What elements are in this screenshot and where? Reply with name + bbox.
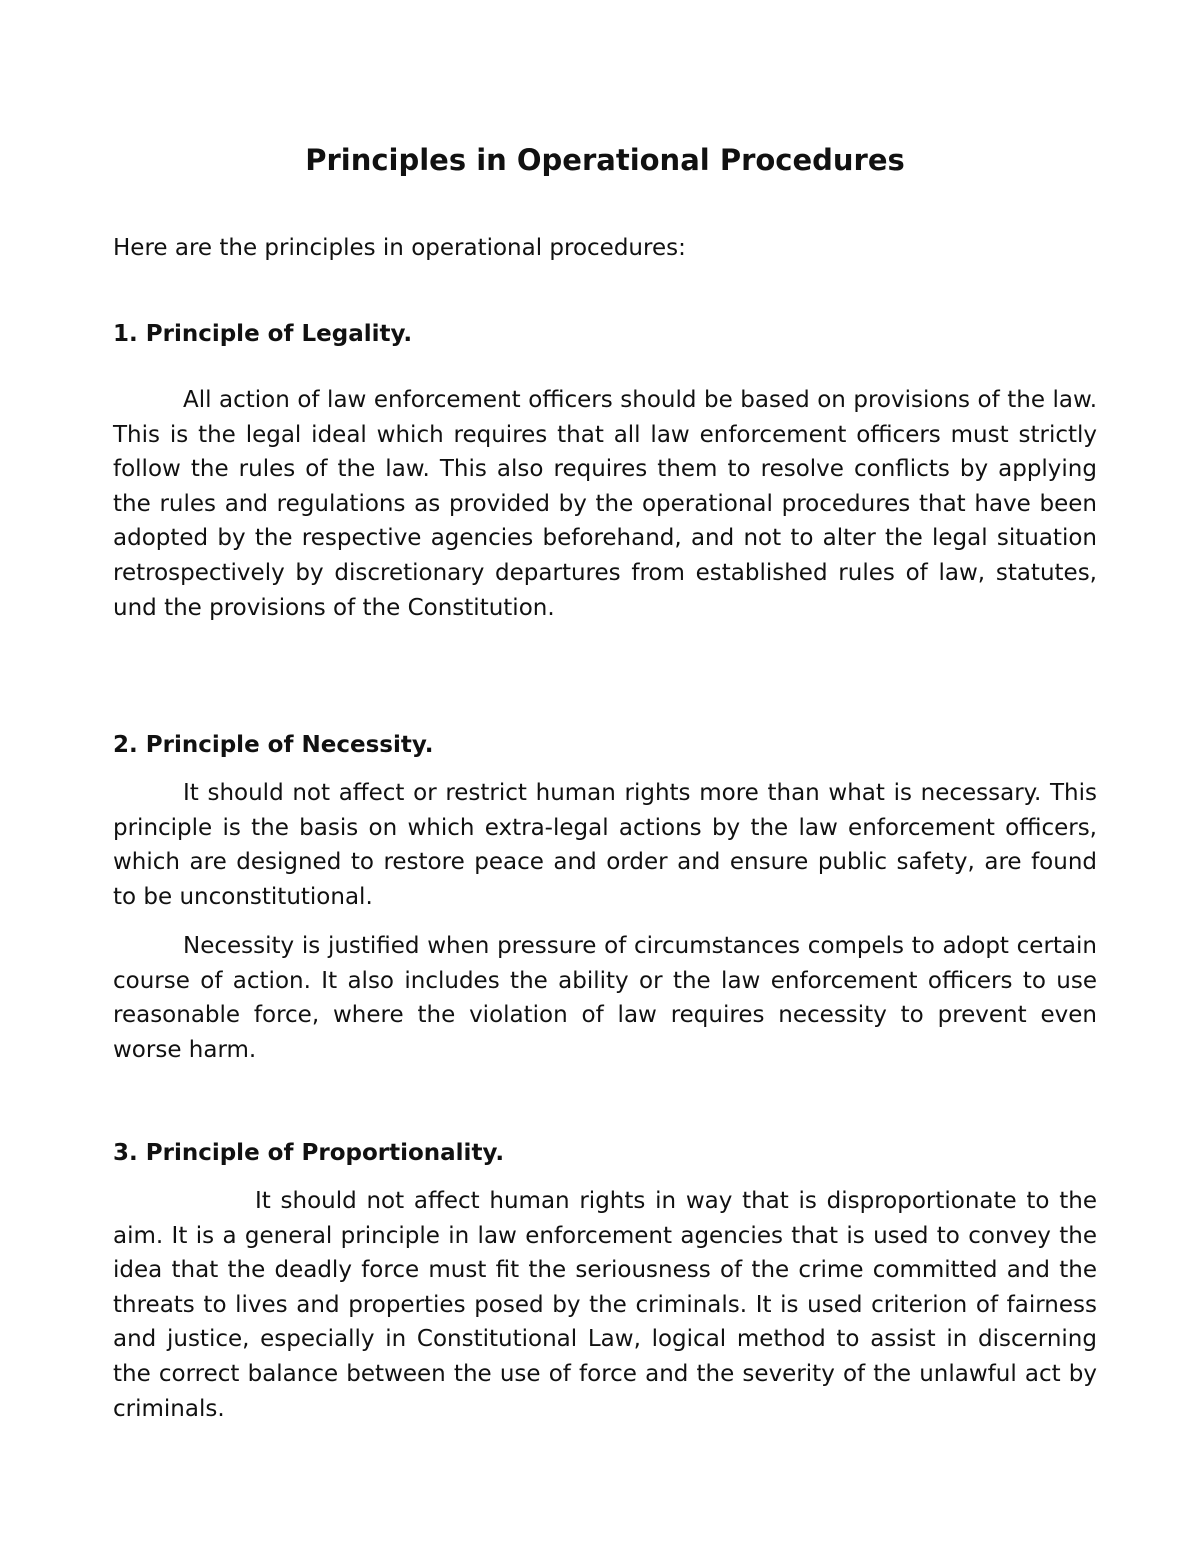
intro-text: Here are the principles in operational procedures:: [113, 235, 686, 261]
section-heading-proportionality: 3. Principle of Proportionality.: [113, 1140, 505, 1166]
section-heading-necessity: 2. Principle of Necessity.: [113, 732, 434, 758]
section-paragraph-legality: All action of law enforcement officers should be based on provisions of the law. This is the legal ideal which requires that all law enforcement officers must strictly follow the rules of the law. This also requires them to resolve conflicts by applying the rules and regulations as provided by the operational procedures that have been adopted by the respective agencies beforehand, and not to alter the legal situation retrospectively by discretionary departures from established rules of law, statutes, und the provisions of the Constitution.: [113, 387, 1097, 621]
section-paragraph-necessity-2: Necessity is justified when pressure of circumstances compels to adopt certain course of action. It also includes the ability or the law enforcement officers to use reasonable force, where the violation of law requires necessity to prevent even worse harm.: [113, 933, 1097, 1063]
section-heading-legality: 1. Principle of Legality.: [113, 321, 413, 347]
document-title: Principles in Operational Procedures: [305, 143, 905, 177]
section-paragraph-necessity-1: It should not affect or restrict human rights more than what is necessary. This principle is the basis on which extra-legal actions by the law enforcement officers, which are designed to restore peace and order and ensure public safety, are found to be unconstitutional.: [113, 780, 1097, 910]
section-paragraph-proportionality: It should not affect human rights in way that is disproportionate to the aim. It is a general principle in law enforcement agencies that is used to convey the idea that the deadly force must fit the seriousness of the crime committed and the threats to lives and properties posed by the criminals. It is used criterion of fairness and justice, especially in Constitutional Law, logical method to assist in discerning the correct balance between the use of force and the severity of the unlawful act by criminals.: [113, 1188, 1097, 1422]
